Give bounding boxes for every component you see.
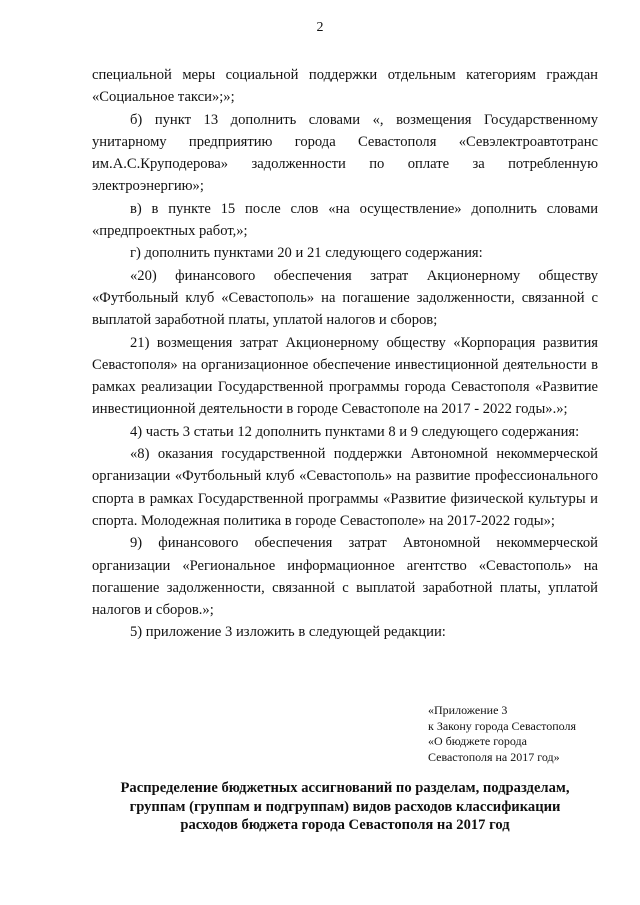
paragraph: б) пункт 13 дополнить словами «, возмещения Государственному унитарному предприятию города Севастополя «Севэлектроавтотранс им.А.С.Круподерова» задолженности по оплате за потребленную электроэнергию»; <box>92 111 598 195</box>
page-number: 2 <box>316 20 324 35</box>
paragraph: «20) финансового обеспечения затрат Акционерному обществу «Футбольный клуб «Севастополь» на погашение задолженности, связанной с выплатой заработной платы, уплатой налогов и сборов; <box>92 267 598 329</box>
paragraph: 5) приложение 3 изложить в следующей редакции: <box>130 624 446 641</box>
paragraph: специальной меры социальной поддержки отдельным категориям граждан «Социальное такси»;»; <box>92 67 598 106</box>
title-line: группам (группам и подгруппам) видов расходов классификации <box>129 798 561 815</box>
appendix-line: Севастополя на 2017 год» <box>428 749 560 764</box>
document-body <box>92 64 598 644</box>
paragraph: 4) часть 3 статьи 12 дополнить пунктами 8 и 9 следующего содержания: <box>130 423 580 440</box>
title-line: расходов бюджета города Севастополя на 2017 год <box>180 817 510 833</box>
paragraph: г) дополнить пунктами 20 и 21 следующего содержания: <box>130 245 483 262</box>
paragraph: «8) оказания государственной поддержки Автономной некоммерческой организации «Футбольный клуб «Севастополь» на развитие профессионального спорта в рамках Государственной программы «Развитие физической культуры и спорта. Молодежная политика в городе Севастополе» на 2017-2022 годы»; <box>92 446 598 529</box>
appendix-line: «О бюджете города <box>428 734 527 748</box>
paragraph: в) в пункте 15 после слов «на осуществление» дополнить словами «предпроектных работ,»; <box>92 200 598 240</box>
paragraph: 9) финансового обеспечения затрат Автономной некоммерческой организации «Региональное информационное агентство «Севастополь» на погашение задолженности, связанной с выплатой заработной платы, уплатой налогов и сборов.»; <box>92 535 598 619</box>
title-line: Распределение бюджетных ассигнований по разделам, подразделам, <box>120 780 570 796</box>
appendix-note <box>428 703 608 765</box>
appendix-line: «Приложение 3 <box>428 703 508 717</box>
paragraph: 21) возмещения затрат Акционерному обществу «Корпорация развития Севастополя» на организационное обеспечение инвестиционной деятельности в рамках реализации Государственной программы города Севастополя «Развитие инвестиционной деятельности в городе Севастополе на 2017 - 2022 годы».»; <box>92 334 598 418</box>
document-title <box>92 779 598 835</box>
appendix-line: к Закону города Севастополя <box>428 718 577 733</box>
